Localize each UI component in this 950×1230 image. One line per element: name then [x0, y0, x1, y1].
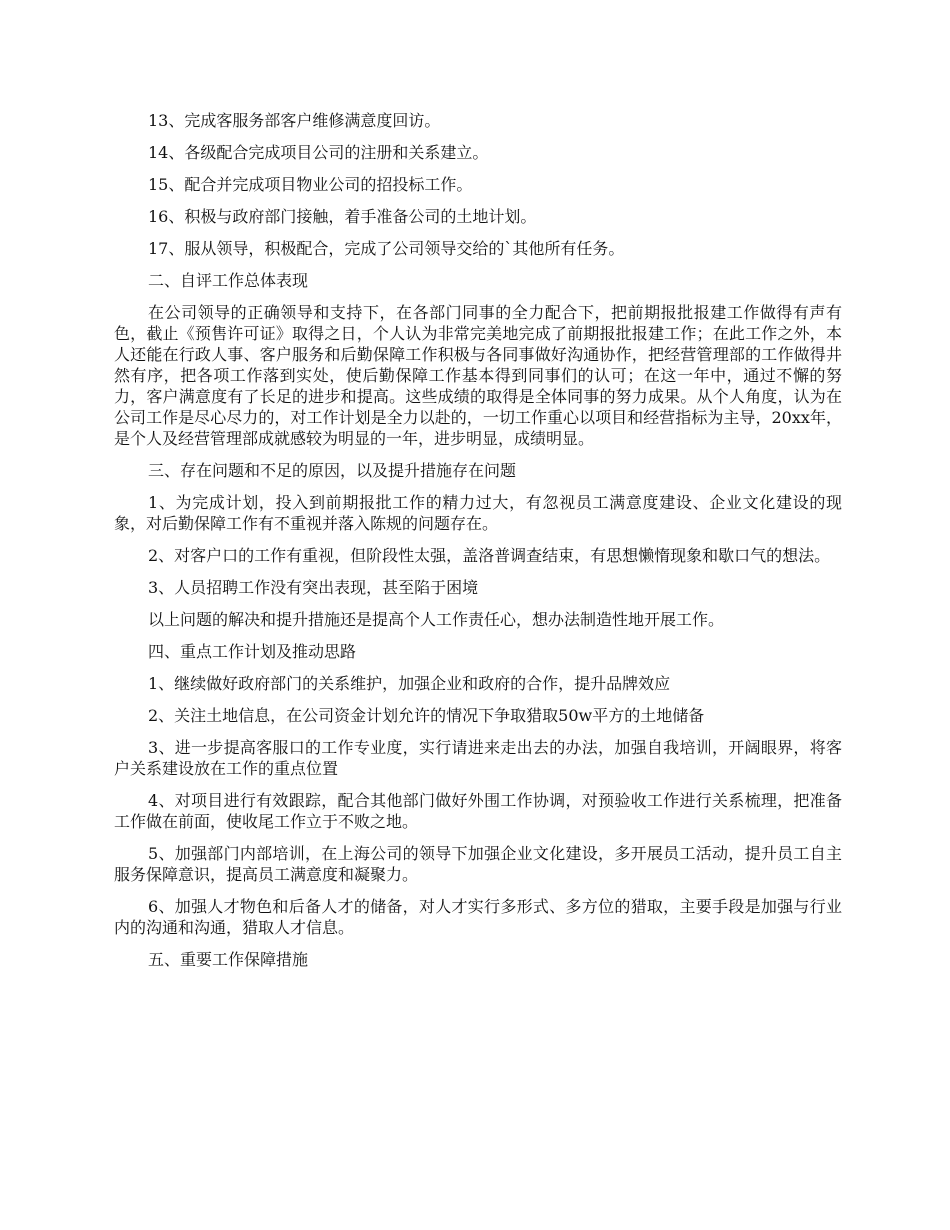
paragraph-plan-4: 4、对项目进行有效跟踪，配合其他部门做好外围工作协调，对预验收工作进行关系梳理，把准备工作做在前面，使收尾工作立于不败之地。: [114, 791, 842, 831]
section-heading-4: 四、重点工作计划及推动思路: [148, 642, 357, 661]
section-heading-3: 三、存在问题和不足的原因，以及提升措施存在问题: [148, 461, 517, 480]
paragraph-problem-summary: 以上问题的解决和提升措施还是提高个人工作责任心，想办法制造性地开展工作。: [148, 610, 725, 629]
document-body: [114, 110, 842, 981]
paragraph-plan-6: 6、加强人才物色和后备人才的储备，对人才实行多形式、多方位的猎取，主要手段是加强与行业内的沟通和沟通，猎取人才信息。: [114, 897, 842, 937]
paragraph-self-evaluation: 在公司领导的正确领导和支持下，在各部门同事的全力配合下，把前期报批报建工作做得有声有色，截止《预售许可证》取得之日，个人认为非常完美地完成了前期报批报建工作；在此工作之外，本人还能在行政人事、客户服务和后勤保障工作积极与各同事做好沟通协作，把经营管理部的工作做得井然有序，把各项工作落到实处，使后勤保障工作基本得到同事们的认可；在这一年中，通过不懈的努力，客户满意度有了长足的进步和提高。这些成绩的取得是全体同事的努力成果。从个人角度，认为在公司工作是尽心尽力的，对工作计划是全力以赴的，一切工作重心以项目和经营指标为主导，20xx年，是个人及经营管理部成就感较为明显的一年，进步明显，成绩明显。: [114, 303, 842, 448]
paragraph-item-16: 16、积极与政府部门接触，着手准备公司的土地计划。: [148, 207, 537, 226]
section-heading-2: 二、自评工作总体表现: [148, 271, 309, 290]
paragraph-item-13: 13、完成客服务部客户维修满意度回访。: [148, 111, 441, 130]
paragraph-plan-2: 2、关注土地信息，在公司资金计划允许的情况下争取猎取50w平方的土地储备: [148, 706, 705, 725]
paragraph-item-17: 17、服从领导，积极配合，完成了公司领导交给的`其他所有任务。: [148, 239, 625, 258]
paragraph-plan-3: 3、进一步提高客服口的工作专业度，实行请进来走出去的办法，加强自我培训，开阔眼界，将客户关系建设放在工作的重点位置: [114, 738, 842, 778]
paragraph-problem-1: 1、为完成计划，投入到前期报批工作的精力过大，有忽视员工满意度建设、企业文化建设的现象，对后勤保障工作有不重视并落入陈规的问题存在。: [114, 493, 842, 533]
paragraph-problem-2: 2、对客户口的工作有重视，但阶段性太强，盖洛普调查结束，有思想懒惰现象和歇口气的想法。: [148, 546, 831, 565]
paragraph-problem-3: 3、人员招聘工作没有突出表现，甚至陷于困境: [148, 578, 479, 597]
paragraph-plan-5: 5、加强部门内部培训，在上海公司的领导下加强企业文化建设，多开展员工活动，提升员工自主服务保障意识，提高员工满意度和凝聚力。: [114, 844, 842, 884]
paragraph-item-15: 15、配合并完成项目物业公司的招投标工作。: [148, 175, 473, 194]
section-heading-5: 五、重要工作保障措施: [148, 950, 309, 969]
paragraph-item-14: 14、各级配合完成项目公司的注册和关系建立。: [148, 143, 489, 162]
paragraph-plan-1: 1、继续做好政府部门的关系维护，加强企业和政府的合作，提升品牌效应: [148, 674, 671, 693]
